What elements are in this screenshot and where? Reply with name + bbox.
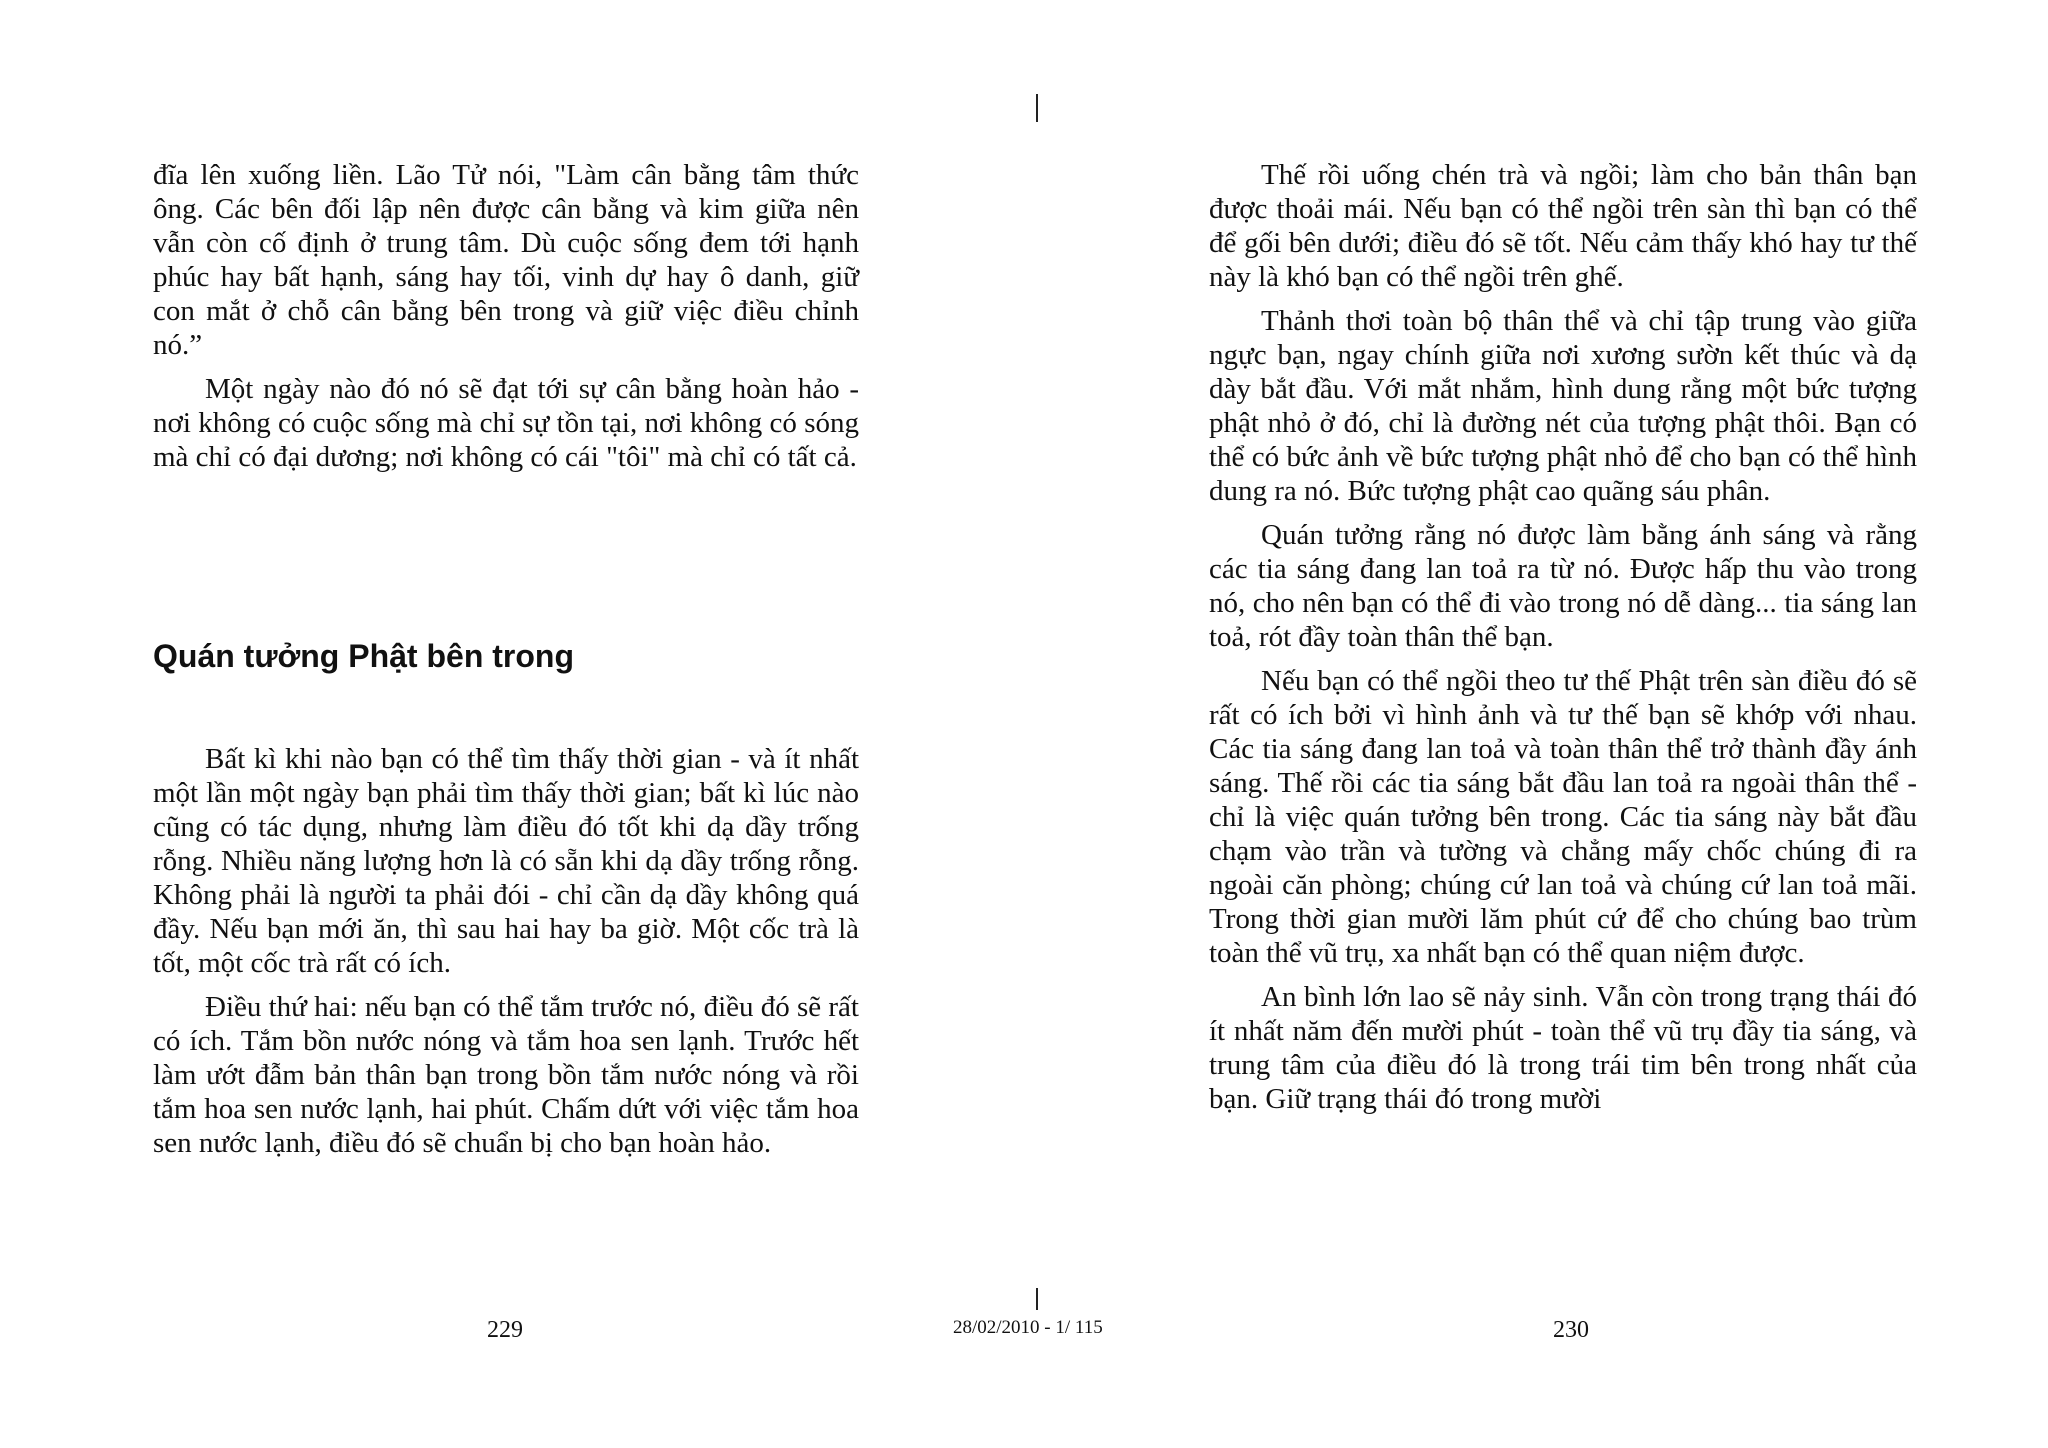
left-paragraph-2: Một ngày nào đó nó sẽ đạt tới sự cân bằng hoàn hảo - nơi không có cuộc sống mà chỉ sự tồn tại, nơi không có sóng mà chỉ có đại dương; nơi không có cái "tôi" mà chỉ có tất cả. xyxy=(153,373,859,473)
page-number-right: 230 xyxy=(1553,1317,1589,1343)
right-paragraph-2: Thảnh thơi toàn bộ thân thể và chỉ tập trung vào giữa ngực bạn, ngay chính giữa nơi xương sườn kết thúc và dạ dày bắt đầu. Với mắt nhắm, hình dung rằng một bức tượng phật nhỏ ở đó, chỉ là đường nét của tượng phật thôi. Bạn có thể có bức ảnh về bức tượng phật nhỏ để cho bạn có thể hình dung ra nó. Bức tượng phật cao quãng sáu phân. xyxy=(1209,305,1917,507)
right-paragraph-1: Thế rồi uống chén trà và ngồi; làm cho bản thân bạn được thoải mái. Nếu bạn có thể ngồi trên sàn thì bạn có thể để gối bên dưới; điều đó sẽ tốt. Nếu cảm thấy khó hay tư thế này là khó bạn có thể ngồi trên ghế. xyxy=(1209,159,1917,293)
left-paragraph-1: đĩa lên xuống liền. Lão Tử nói, "Làm cân bằng tâm thức ông. Các bên đối lập nên được cân bằng và kim giữa nên vẫn còn cố định ở trung tâm. Dù cuộc sống đem tới hạnh phúc hay bất hạnh, sáng hay tối, vinh dự hay ô danh, giữ con mắt ở chỗ cân bằng bên trong và giữ việc điều chỉnh nó.” xyxy=(153,159,859,361)
right-page-text xyxy=(1209,158,1917,1126)
right-paragraph-3: Quán tưởng rằng nó được làm bằng ánh sáng và rằng các tia sáng đang lan toả ra từ nó. Được hấp thu vào trong nó, cho nên bạn có thể đi vào trong nó dễ dàng... tia sáng lan toả, rót đầy toàn thân thể bạn. xyxy=(1209,519,1917,653)
left-paragraph-4: Điều thứ hai: nếu bạn có thể tắm trước nó, điều đó sẽ rất có ích. Tắm bồn nước nóng và tắm hoa sen lạnh. Trước hết làm ướt đẫm bản thân bạn trong bồn tắm nước nóng và rồi tắm hoa sen nước lạnh, hai phút. Chấm dứt với việc tắm hoa sen nước lạnh, điều đó sẽ chuẩn bị cho bạn hoàn hảo. xyxy=(153,991,859,1159)
right-paragraph-4: Nếu bạn có thể ngồi theo tư thế Phật trên sàn điều đó sẽ rất có ích bởi vì hình ảnh và tư thế bạn sẽ khớp với nhau. Các tia sáng đang lan toả và toàn thân thể trở thành đầy ánh sáng. Thế rồi các tia sáng bắt đầu lan toả ra ngoài thân thể - chỉ là việc quán tưởng bên trong. Các tia sáng này bắt đầu chạm vào trần và tường và chẳng mấy chốc chúng đi ra ngoài căn phòng; chúng cứ lan toả và chúng cứ lan toả mãi. Trong thời gian mười lăm phút cứ để cho chúng bao trùm toàn thể vũ trụ, xa nhất bạn có thể quan niệm được. xyxy=(1209,665,1917,969)
right-paragraph-5: An bình lớn lao sẽ nảy sinh. Vẫn còn trong trạng thái đó ít nhất năm đến mười phút - toàn thể vũ trụ đầy tia sáng, và trung tâm của điều đó là trong trái tim bên trong nhất của bạn. Giữ trạng thái đó trong mười xyxy=(1209,981,1917,1115)
left-page-top-text xyxy=(153,158,859,484)
center-divider-bottom xyxy=(1036,1288,1038,1310)
left-page-bottom-text xyxy=(153,742,859,1170)
left-paragraph-3: Bất kì khi nào bạn có thể tìm thấy thời gian - và ít nhất một lần một ngày bạn phải tìm thấy thời gian; bất kì lúc nào cũng có tác dụng, nhưng làm điều đó tốt khi dạ dầy trống rỗng. Nhiều năng lượng hơn là có sẵn khi dạ dầy trống rỗng. Không phải là người ta phải đói - chỉ cần dạ dầy không quá đầy. Nếu bạn mới ăn, thì sau hai hay ba giờ. Một cốc trà là tốt, một cốc trà rất có ích. xyxy=(153,743,859,979)
page-number-left: 229 xyxy=(487,1317,523,1343)
section-heading: Quán tưởng Phật bên trong xyxy=(153,638,574,674)
center-divider-top xyxy=(1036,94,1038,122)
print-stamp: 28/02/2010 - 1/ 115 xyxy=(953,1317,1103,1338)
